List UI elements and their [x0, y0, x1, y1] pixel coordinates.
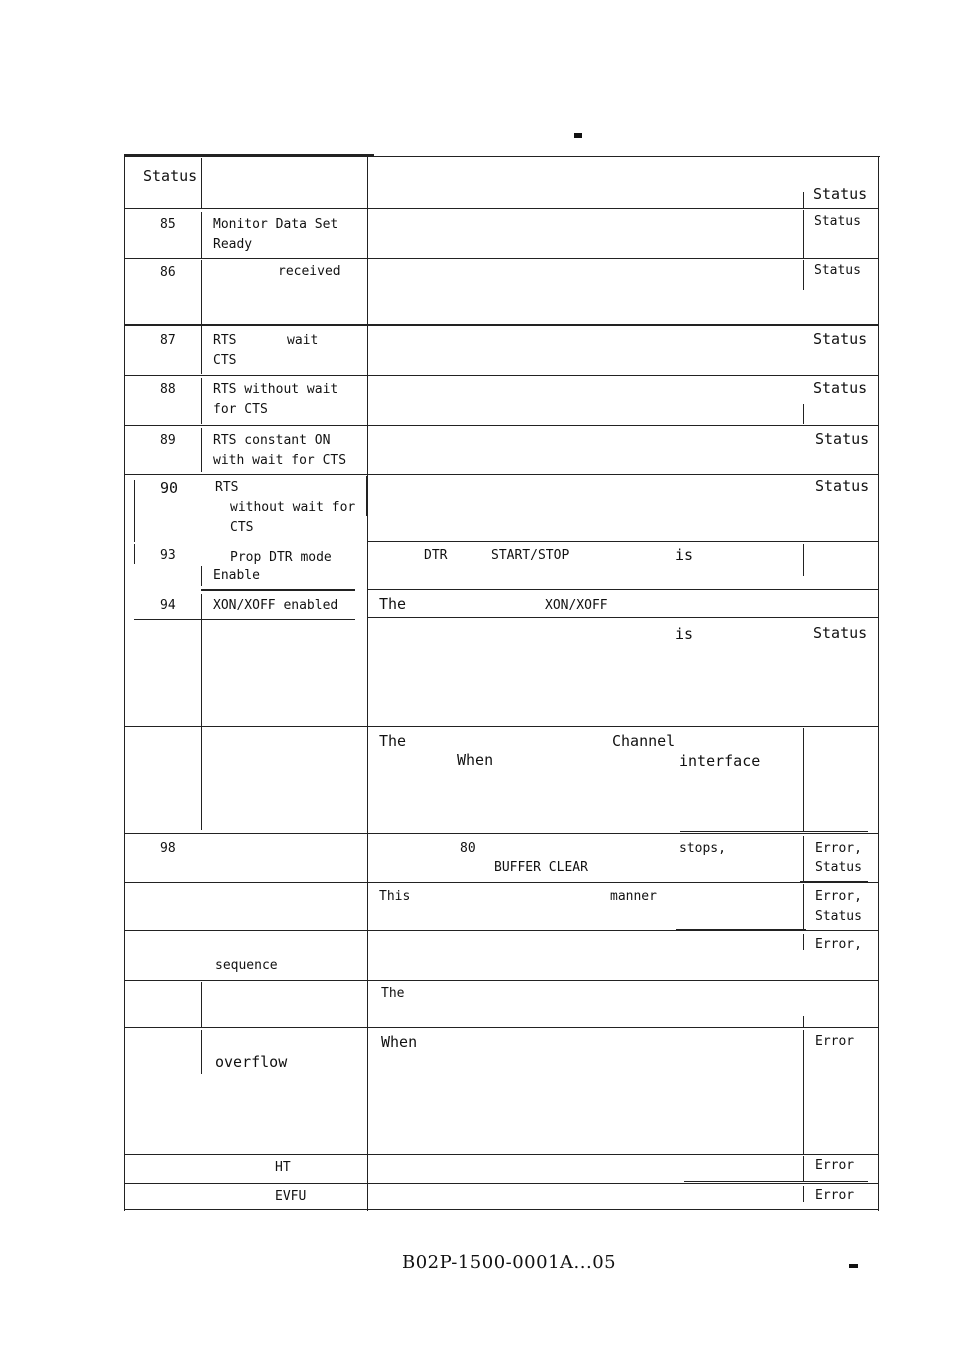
row-85-name-line2: Ready [213, 237, 253, 252]
row-96-desc-a: The [379, 732, 407, 750]
row-87-type: Status [813, 330, 868, 348]
row-102-name: overflow [215, 1053, 288, 1071]
row-94-desc-a: The [379, 595, 407, 613]
row-94-number: 94 [160, 598, 176, 613]
row-93-desc-c: is [675, 546, 694, 564]
row-102-desc: When [381, 1033, 418, 1051]
row-98-desc-c: BUFFER CLEAR [494, 860, 588, 875]
row-95-desc-is: is [675, 625, 694, 643]
row-96-desc-b: Channel [612, 732, 676, 750]
row-98-type-line1: Error, [815, 841, 862, 856]
row-93-desc-b: START/STOP [491, 548, 570, 563]
header-status-label: Status [143, 167, 198, 185]
row-99-type-line2: Status [815, 909, 862, 924]
row-86-type: Status [814, 263, 861, 278]
row-85-name-line1: Monitor Data Set [213, 217, 339, 232]
row-102-type: Error [815, 1034, 855, 1049]
row-100-name: sequence [215, 958, 278, 973]
row-87-number: 87 [160, 333, 176, 348]
row-98-desc-a: 80 [460, 841, 476, 856]
row-98-type-line2: Status [815, 860, 862, 875]
row-95-type: Status [813, 624, 868, 642]
row-90-name-line1: RTS [215, 480, 239, 495]
row-86-number: 86 [160, 265, 176, 280]
row-98-desc-b: stops, [679, 841, 726, 856]
header-type-status: Status [813, 185, 868, 203]
row-100-type: Error, [815, 937, 862, 952]
row-98-number: 98 [160, 841, 176, 856]
row-104-type: Error [815, 1188, 855, 1203]
row-94-name: XON/XOFF enabled [213, 598, 339, 613]
row-90-number: 90 [160, 479, 179, 497]
row-93-name-line2: Enable [213, 568, 260, 583]
row-85-number: 85 [160, 217, 176, 232]
row-90-name-line3: CTS [230, 520, 254, 535]
row-88-name-line2: for CTS [213, 402, 268, 417]
row-93-desc-a: DTR [424, 548, 448, 563]
row-86-name: received [278, 264, 341, 279]
row-101-desc: The [381, 986, 405, 1001]
row-99-desc-a: This [379, 889, 411, 904]
row-103-name: HT [275, 1160, 291, 1175]
title-mark [574, 133, 582, 138]
row-96-desc-d: interface [679, 752, 761, 770]
footer-mark [849, 1264, 858, 1268]
row-99-type-line1: Error, [815, 889, 862, 904]
row-89-name-line1: RTS constant ON [213, 433, 331, 448]
row-88-type: Status [813, 379, 868, 397]
row-99-desc-b: manner [610, 889, 657, 904]
row-104-name: EVFU [275, 1189, 307, 1204]
row-88-name-line1: RTS without wait [213, 382, 339, 397]
footer-document-code: B02P-1500-0001A...05 [402, 1252, 617, 1273]
row-90-name-line2: without wait for [230, 500, 356, 515]
row-94-desc-b: XON/XOFF [545, 598, 608, 613]
row-87-name-line2: CTS [213, 353, 237, 368]
row-87-name-b: wait [287, 333, 319, 348]
row-85-type: Status [814, 214, 861, 229]
row-90-type: Status [815, 477, 870, 495]
row-89-type: Status [815, 430, 870, 448]
row-93-name-line1: Prop DTR mode [230, 550, 332, 565]
row-89-number: 89 [160, 433, 176, 448]
row-87-name-a: RTS [213, 333, 237, 348]
row-103-type: Error [815, 1158, 855, 1173]
row-96-desc-c: When [457, 751, 494, 769]
row-89-name-line2: with wait for CTS [213, 453, 347, 468]
row-88-number: 88 [160, 382, 176, 397]
row-93-number: 93 [160, 548, 176, 563]
